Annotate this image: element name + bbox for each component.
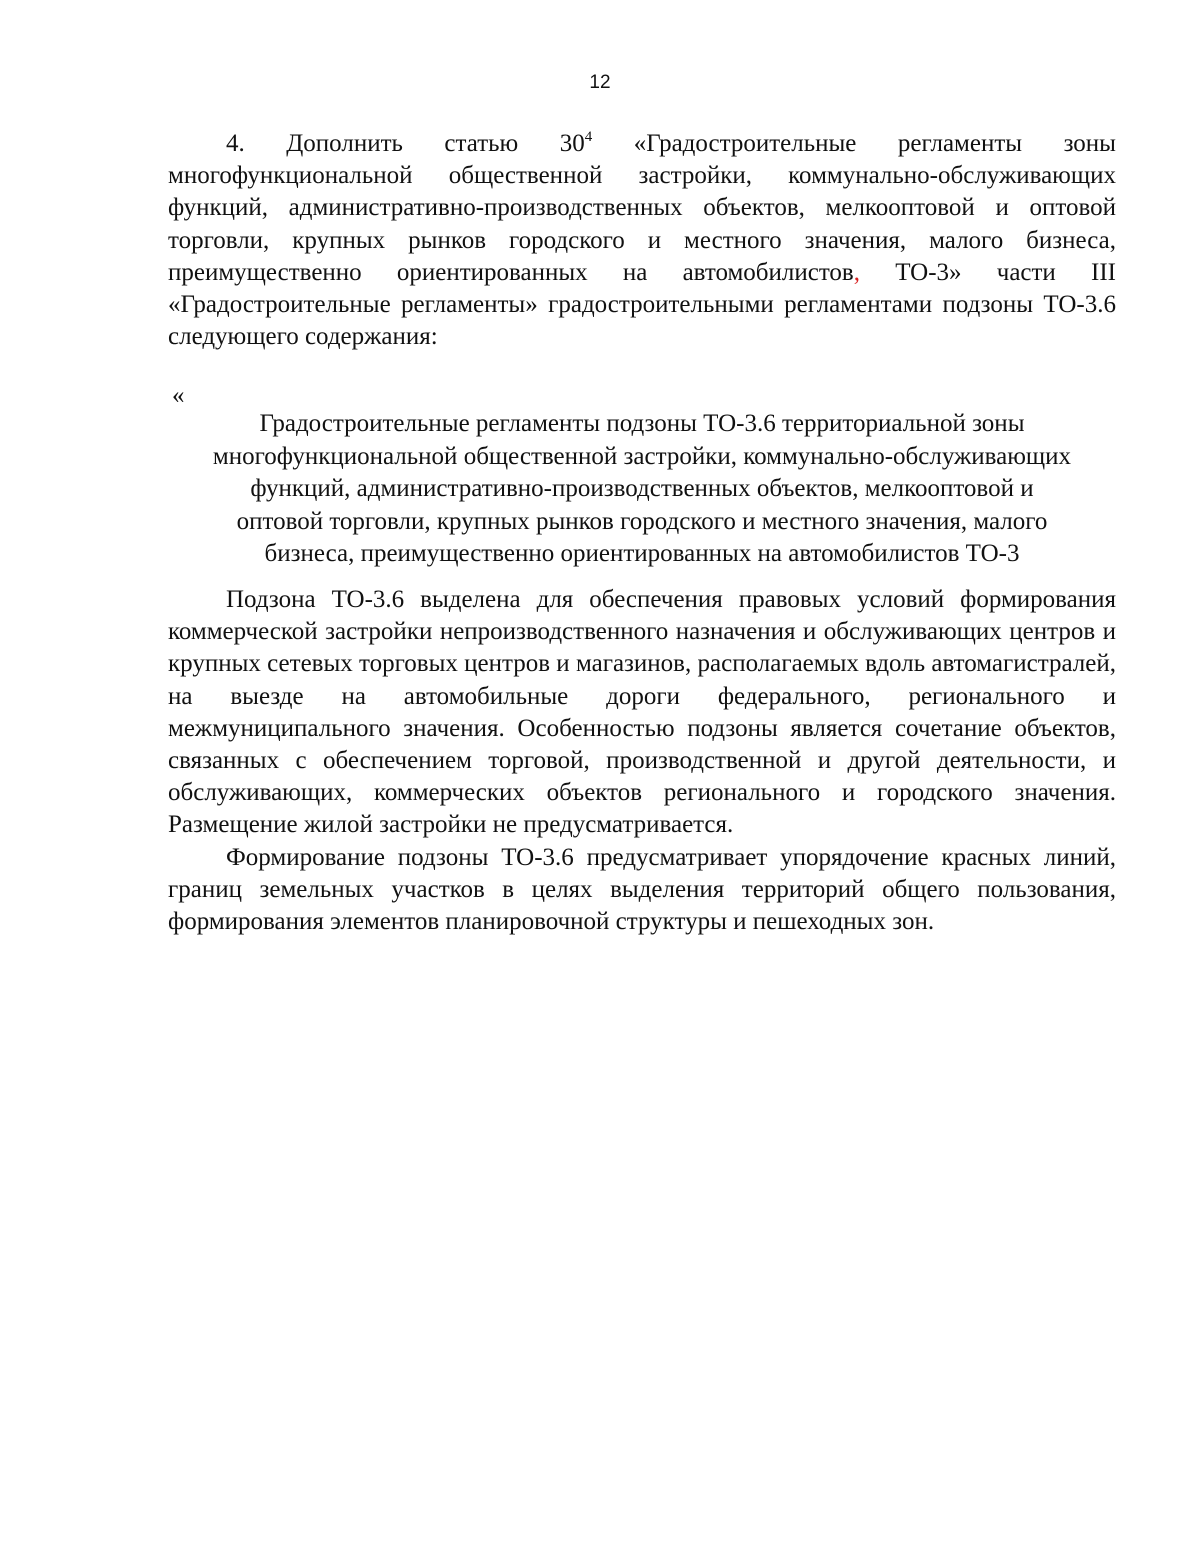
body-paragraph: Формирование подзоны ТО-3.6 предусматривает упорядочение красных линий, границ земельных участков в целях выделения территорий общего пользования, формирования элементов планировочной структуры и пешеходных зон. [168,843,1116,936]
amendment-text-start: 4. Дополнить статью 30 [226,130,585,157]
body-text [168,584,1116,938]
section-heading [168,408,1116,571]
amendment-text-middle: «Градостроительные регламенты зоны многофункциональной общественной застройки, коммунально-обслуживающих функций, административно-производственных объектов, мелкооптовой и оптовой торговли, крупных рынков городского и местного значения, малого бизнеса, преимущественно ориентированных на автомобилистов [168,130,1116,286]
amendment-text-end: ТО-3» части III «Градостроительные регламенты» градостроительными регламентами подзоны ТО-3.6 следующего содержания: [168,258,1116,351]
highlighted-comma: , [853,258,860,286]
amendment-paragraph [168,128,1116,353]
amendment-block [168,128,1116,353]
heading-line: оптовой торговли, крупных рынков городского и местного значения, малого [236,507,1048,535]
opening-quote-mark: « [172,382,185,409]
heading-line: функций, административно-производственных объектов, мелкооптовой и [250,475,1034,503]
heading-line: Градостроительные регламенты подзоны ТО-3.6 территориальной зоны [259,410,1025,437]
body-paragraph: Подзона ТО-3.6 выделена для обеспечения правовых условий формирования коммерческой застройки непроизводственного назначения и обслуживающих центров и крупных сетевых торговых центров и магазинов, располагаемых вдоль автомагистралей, на выезде на автомобильные дороги федерального, регионального и межмуниципального значения. Особенностью подзоны является сочетание объектов, связанных с обеспечением торговой, производственной и другой деятельности, и обслуживающих, коммерческих объектов регионального и городского значения. Размещение жилой застройки не предусматривается. [168,586,1116,839]
heading-line: многофункциональной общественной застройки, коммунально-обслуживающих [212,442,1072,470]
article-superscript: 4 [584,129,593,145]
heading-line: бизнеса, преимущественно ориентированных на автомобилистов ТО-3 [264,540,1020,568]
page-number: 12 [589,72,611,93]
